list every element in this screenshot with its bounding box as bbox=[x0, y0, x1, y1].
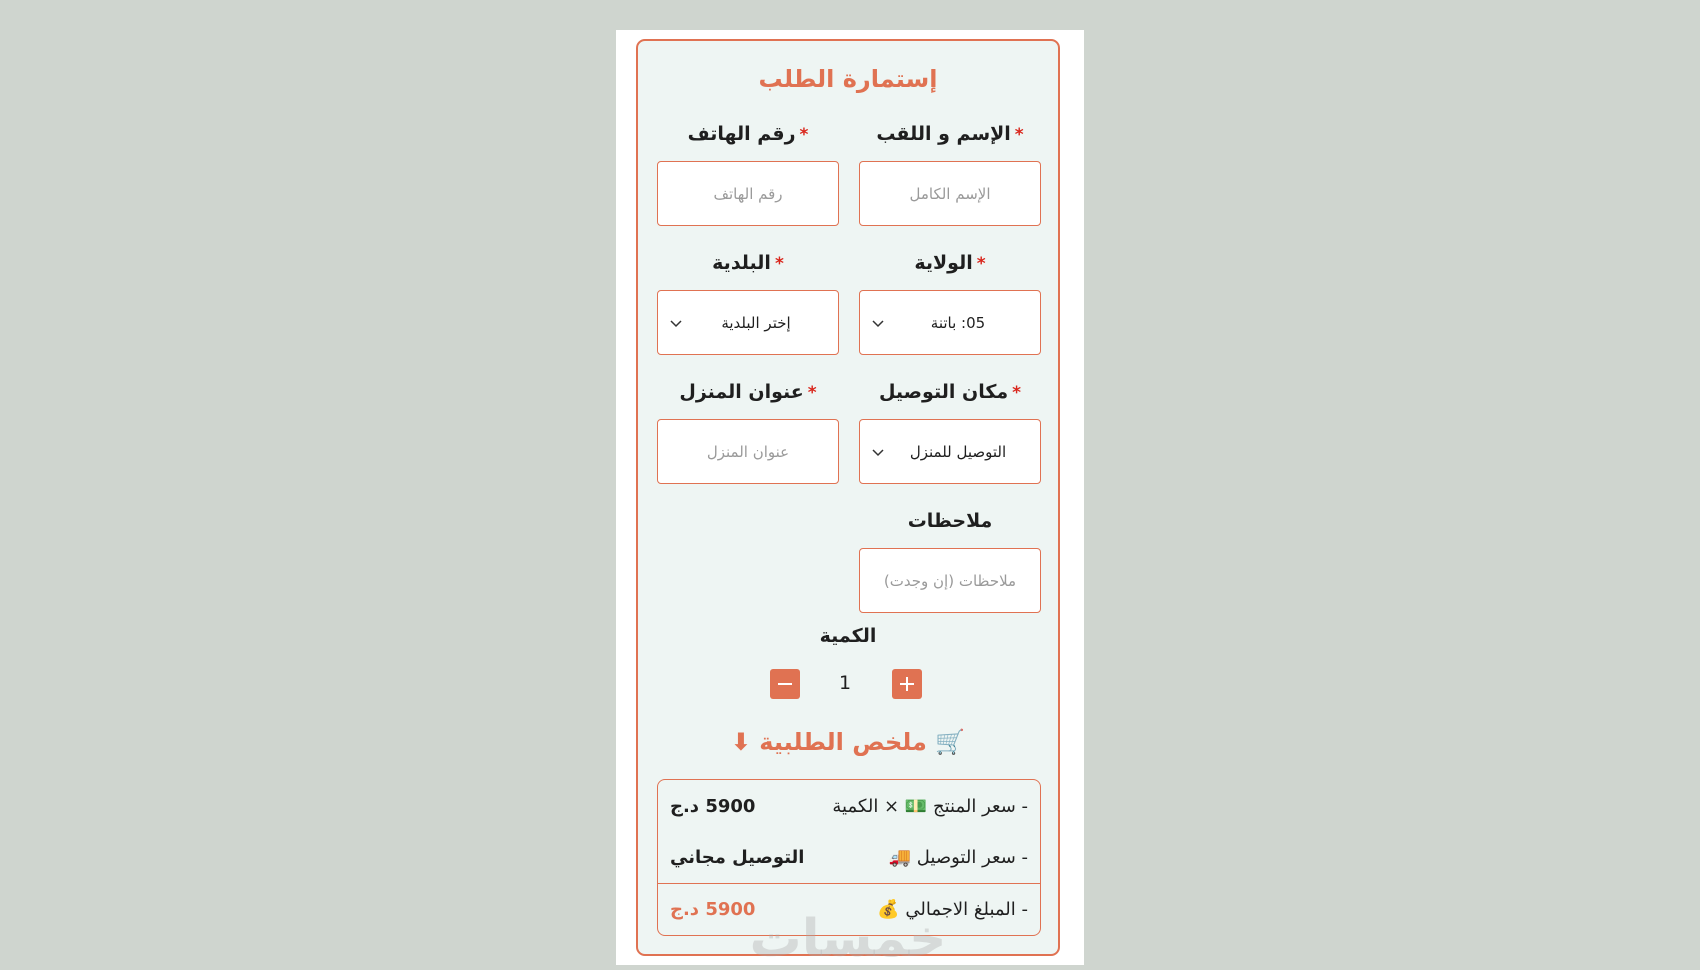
delivery-place-selected-value: التوصيل للمنزل bbox=[909, 442, 1007, 461]
notes-label: ملاحظات bbox=[907, 510, 993, 532]
commune-select[interactable] bbox=[657, 290, 839, 355]
total-value: 5900 د.ج bbox=[670, 898, 756, 920]
notes-input[interactable] bbox=[859, 548, 1041, 613]
wilaya-selected-value: 05: باتنة bbox=[930, 313, 986, 332]
chevron-down-icon bbox=[668, 315, 684, 331]
commune-label: *البلدية bbox=[712, 252, 784, 274]
chevron-down-icon bbox=[870, 444, 886, 460]
required-mark: * bbox=[976, 254, 986, 274]
product-price-value: 5900 د.ج bbox=[670, 795, 756, 817]
address-input[interactable] bbox=[657, 419, 839, 484]
quantity-decrease-button[interactable] bbox=[770, 669, 800, 699]
required-mark: * bbox=[1012, 383, 1022, 403]
watermark: خمسات bbox=[749, 909, 947, 969]
product-price-label: - سعر المنتج 💵 × الكمية bbox=[832, 795, 1028, 817]
summary-divider bbox=[658, 883, 1040, 884]
phone-label: *رقم الهاتف bbox=[687, 123, 809, 145]
plus-icon bbox=[898, 675, 916, 693]
chevron-down-icon bbox=[870, 315, 886, 331]
delivery-price-value: التوصيل مجاني bbox=[670, 846, 805, 868]
form-title: إستمارة الطلب bbox=[758, 65, 938, 93]
delivery-price-label: - سعر التوصيل 🚚 bbox=[888, 846, 1028, 868]
delivery-price-row bbox=[670, 842, 1028, 872]
wilaya-select[interactable] bbox=[859, 290, 1041, 355]
quantity-label: الكمية bbox=[819, 625, 877, 647]
address-label: *عنوان المنزل bbox=[679, 381, 817, 403]
required-mark: * bbox=[1014, 125, 1024, 145]
product-price-row bbox=[670, 791, 1028, 821]
quantity-increase-button[interactable] bbox=[892, 669, 922, 699]
cart-icon: 🛒 bbox=[935, 728, 966, 756]
arrow-down-icon: ⬇ bbox=[730, 728, 751, 756]
total-label: - المبلغ الاجمالي 💰 bbox=[877, 898, 1028, 920]
delivery-place-select[interactable] bbox=[859, 419, 1041, 484]
required-mark: * bbox=[774, 254, 784, 274]
required-mark: * bbox=[807, 383, 817, 403]
minus-icon bbox=[776, 675, 794, 693]
order-form bbox=[636, 39, 1060, 969]
delivery-place-label: *مكان التوصيل bbox=[878, 381, 1022, 403]
quantity-value: 1 bbox=[838, 672, 852, 694]
phone-input[interactable] bbox=[657, 161, 839, 226]
summary-title: 🛒 ملخص الطلبية ⬇ bbox=[730, 728, 966, 756]
name-label: *الإسم و اللقب bbox=[876, 123, 1024, 145]
commune-selected-value: إختر البلدية bbox=[721, 313, 791, 332]
required-mark: * bbox=[799, 125, 809, 145]
page bbox=[616, 30, 1084, 969]
wilaya-label: *الولاية bbox=[914, 252, 986, 274]
name-input[interactable] bbox=[859, 161, 1041, 226]
